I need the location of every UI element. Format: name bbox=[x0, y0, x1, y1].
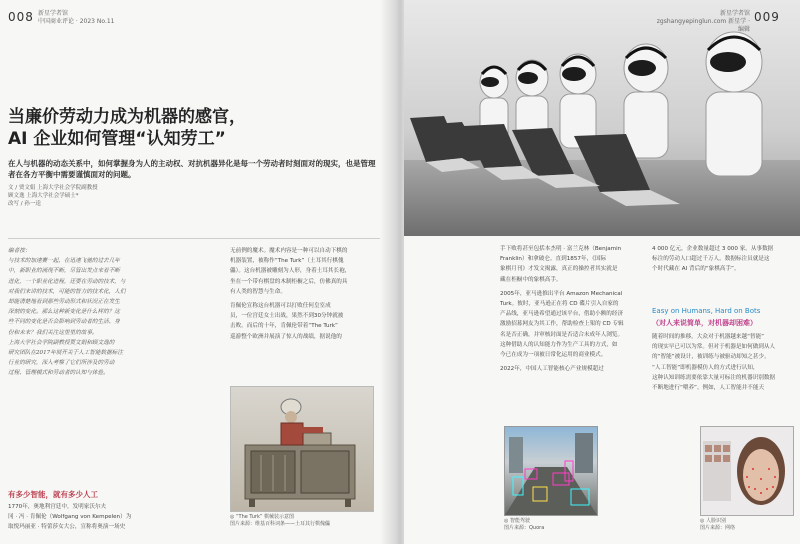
body-line: 手下败将甚至包括本杰明 · 富兰克林（Benjamin bbox=[500, 246, 622, 252]
divider-rule bbox=[8, 238, 380, 239]
face-drawing bbox=[701, 427, 793, 515]
the-turk-illustration bbox=[230, 386, 374, 512]
body-line: 巡游整个欧洲并展演了惊人的战绩，据说他的 bbox=[230, 333, 342, 340]
body-line: 象棋月刊》才发文揭露，真正的操控者其实就是 bbox=[500, 266, 618, 273]
byline-author-1: 文 / 贾文娟 上海大学社会学院副教授 bbox=[8, 185, 98, 191]
editor-note-line: 与技术的加速赛一起，在迅速飞驰的过去几年 bbox=[8, 258, 120, 265]
body-line: 激励招募网友为其工作，帮助检查上架的 CD 专辑 bbox=[500, 321, 624, 328]
left-header-issue: 中国商业评论 · 2023 No.11 bbox=[38, 18, 115, 25]
body-line: 不断地进行“喂养”。例如，人工智能并不能天 bbox=[652, 385, 765, 392]
body-line: 名是否正确，并审核封面是否适合未成年人浏览。 bbox=[500, 331, 624, 338]
editor-note-line: 对我们来讲的技术，可能的智力的技术化，人们 bbox=[8, 288, 126, 295]
body-line: 儡）。这台机器被雕刻为人形，身着土耳其长袍， bbox=[230, 268, 351, 275]
left-column-2 bbox=[230, 246, 376, 342]
turk-caption-title: ◎ “The Turk” 棋械装示意图 bbox=[230, 514, 295, 520]
left-header-magazine: 新星学者馆 bbox=[38, 10, 69, 17]
street-caption bbox=[504, 518, 544, 532]
body-line: 冈 · 冯 · 肯佩伦（Wolfgang von Kempelen）为 bbox=[8, 514, 132, 521]
the-turk-drawing bbox=[231, 387, 373, 511]
editor-note bbox=[8, 246, 214, 379]
turk-caption-source: 图片来源：维基百科词条——土耳其行棋傀儡 bbox=[230, 521, 331, 527]
body-line: 藏在柜橱中的象棋高手。 bbox=[500, 276, 562, 283]
right-column-2-tail bbox=[652, 332, 792, 393]
street-caption-title: ◎ 智能驾驶 bbox=[504, 518, 530, 524]
body-line: 今已在成为一项被日常化运用的商业模式。 bbox=[500, 352, 607, 359]
section-heading-en: Easy on Humans, Hard on Bots bbox=[652, 307, 761, 315]
body-line: 2022年，中国人工智能核心产业规模超过 bbox=[500, 366, 604, 373]
left-page-number: 008 bbox=[8, 10, 34, 24]
editor-note-line: 进化，一个职业化进程，还要在劳动的技术，与 bbox=[8, 278, 126, 285]
right-header-magazine: 新星学者馆 bbox=[719, 10, 750, 17]
article-title bbox=[8, 106, 308, 150]
byline-author-2: 顾文逸 上海大学社会学硕士* bbox=[8, 193, 79, 199]
body-line: 取悦玛丽亚 · 特蕾莎女大公，宣称将奥演一场史 bbox=[8, 524, 126, 531]
left-page-header bbox=[38, 10, 115, 26]
body-line: 标注的劳动人口超过千万人。数据标注员就是这 bbox=[652, 256, 770, 263]
editor-note-line: 中，新职业的涌现不断，尽管出发点来看不断 bbox=[8, 268, 120, 275]
face-caption-title: ◎ 人脸识别 bbox=[700, 518, 726, 524]
turk-caption bbox=[230, 514, 330, 528]
section-heading-cn: （对人来说简单，对机器却困难） bbox=[652, 319, 757, 327]
autonomous-driving-photo bbox=[504, 426, 598, 516]
right-column-1 bbox=[500, 244, 644, 374]
title-line-1: 当廉价劳动力成为机器的感官， bbox=[8, 107, 246, 127]
editor-note-label: 编者按： bbox=[8, 248, 31, 254]
editor-note-line: 行业的研究，深入考察了它们所涉及的劳动 bbox=[8, 360, 115, 367]
left-column-1-tail bbox=[8, 502, 214, 533]
left-page bbox=[0, 0, 396, 544]
face-recognition-photo bbox=[700, 426, 794, 516]
body-line: 的“智能”被设计，被训练与被驱动却知之甚少。 bbox=[652, 354, 770, 361]
face-caption bbox=[700, 518, 735, 532]
body-line: 员，一位宫廷女士出战，果然不到30分钟就被 bbox=[230, 313, 344, 320]
body-line: 这种借助人的认知能力作为生产工具的方式，如 bbox=[500, 341, 618, 348]
title-line-2: AI 企业如何管理“认知劳工” bbox=[8, 129, 226, 149]
body-line: 产品线，亚马逊希望通过该平台，借助小额的经济 bbox=[500, 311, 624, 318]
right-column-2 bbox=[652, 244, 792, 275]
body-line: 这种认知训练需要依靠大量可标注的机器识别数据 bbox=[652, 374, 776, 381]
body-line: 坐在一个带有棋盘的木制柜橱之后，仿佛真的具 bbox=[230, 278, 348, 285]
editor-note-line: 上海大学社会学院副教授贾文娟和顾文逸的 bbox=[8, 339, 115, 346]
body-line: Turk。彼时，亚马逊正在将 CD 碟片引入自家的 bbox=[500, 301, 619, 308]
body-line: 肯佩伦宣称这台机器可以打败任何皇室成 bbox=[230, 303, 331, 310]
body-line: 4 000 亿元，企业数量超过 3 000 家。从事数据 bbox=[652, 246, 774, 252]
body-line: Franklin）和拿破仑。直到1857年，《国际 bbox=[500, 256, 607, 263]
body-line: 的现实早已可以为常。但对于机器是如何做到从人 bbox=[652, 344, 776, 351]
editor-note-line: 却能清楚地看到那些劳动形式和状况正在发生 bbox=[8, 299, 120, 306]
body-line: 击败。而后的十年，肯佩伦带着“The Turk” bbox=[230, 323, 338, 330]
right-header-site: zgshangyepinglun.com 新星学 · 编辑 bbox=[656, 18, 750, 33]
right-page-number: 009 bbox=[754, 10, 780, 24]
byline-editor: 改写 / 孙一逵 bbox=[8, 201, 41, 207]
street-drawing bbox=[505, 427, 597, 515]
body-line: 2005年，亚马逊推出平台 Amazon Mechanical bbox=[500, 290, 623, 297]
body-line: 个时代藏在 AI 背后的“象棋高手”。 bbox=[652, 266, 740, 273]
right-page bbox=[404, 0, 800, 544]
robots-photo bbox=[404, 0, 800, 236]
editor-note-line: 过程、管理模式和劳动者的认知与体验。 bbox=[8, 370, 109, 377]
robots-drawing bbox=[404, 0, 800, 236]
face-caption-source: 图片来源：网络 bbox=[700, 525, 736, 531]
street-caption-source: 图片来源：Quora bbox=[504, 525, 545, 531]
right-page-header bbox=[654, 10, 750, 34]
body-line: 有人类的智慧与生命。 bbox=[230, 288, 286, 295]
body-line: “人工智能”即机器模仿人的方式进行认知， bbox=[652, 364, 759, 371]
article-lede: 在人与机器的动态关系中，如何掌握身为人的主动权、对抗机器异化是每一个劳动者时刻面对的现实，也是管理者在各方平衡中需要谨慎面对的问题。 bbox=[8, 159, 376, 179]
body-line: 无前例的魔术。魔术内容是一种可以自动下棋的 bbox=[230, 248, 348, 254]
editor-note-line: 份和未来？我们关注这里里的故事。 bbox=[8, 329, 98, 336]
body-line: 随着时间的推移，大众对于机器越来越“智能” bbox=[652, 334, 765, 340]
editor-note-line: 深刻的变化。那么这种新变化是什么样的？这 bbox=[8, 309, 120, 316]
editor-note-line: 研究团队在2017年展开关于人工智能数据标注 bbox=[8, 350, 123, 357]
section-heading-1: 有多少智能，就有多少人工 bbox=[8, 490, 98, 499]
editor-note-line: 些不同的变化是否会影响到劳动者的生活、身 bbox=[8, 319, 120, 326]
body-line: 机器装置，被称作“The Turk”（土耳其行棋傀 bbox=[230, 258, 344, 265]
body-line: 1770年，奥地利宫廷中，发明家沃尔夫 bbox=[8, 504, 107, 510]
